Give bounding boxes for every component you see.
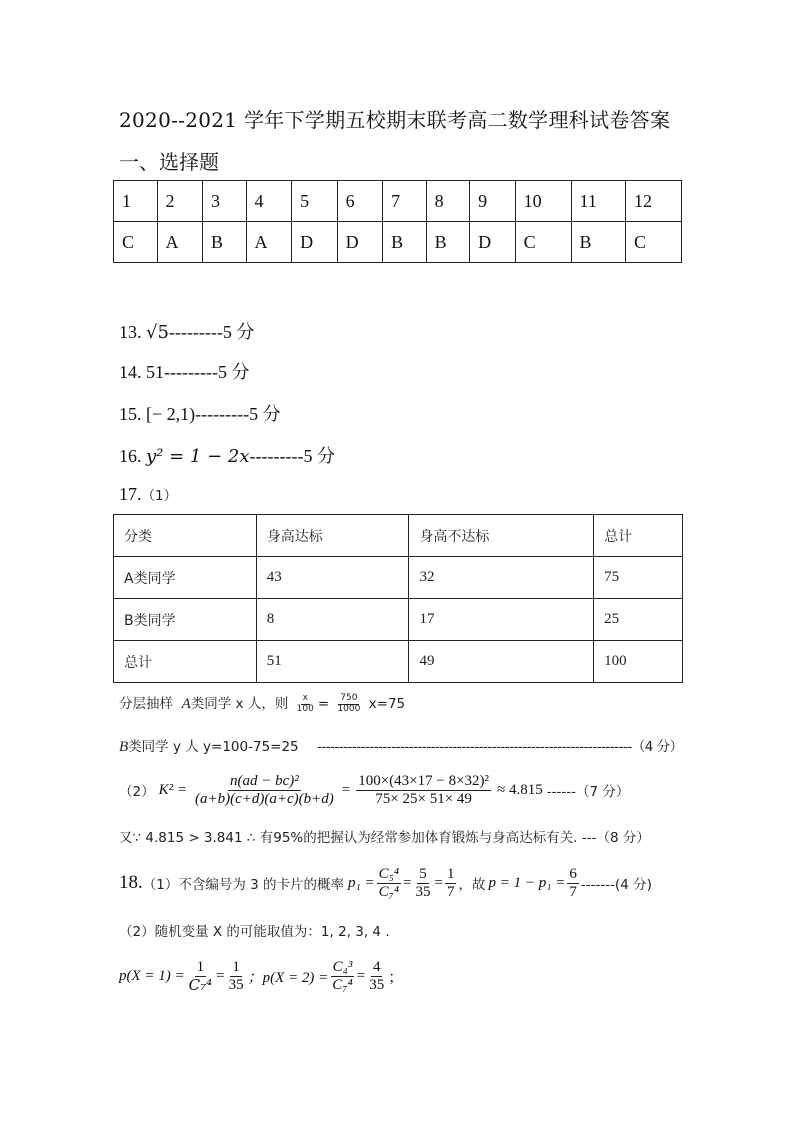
document-title: 2020--2021 学年下学期五校期末联考高二数学理科试卷答案	[119, 108, 671, 132]
score-marker: ------------------------------------------------------------------------（4 分）	[316, 739, 683, 755]
q15-answer: [− 2,1)	[146, 404, 196, 424]
table-cell: 32	[409, 557, 594, 599]
section-heading-choice: 一、选择题	[119, 150, 219, 174]
q16-answer: y² = 1 − 2x	[146, 446, 250, 467]
equals: =	[216, 967, 225, 984]
denominator: 35	[369, 976, 385, 993]
q15-score: ---------5 分	[195, 404, 281, 424]
fraction-1-7	[445, 866, 457, 900]
score-marker: ------（7 分）	[546, 784, 630, 800]
q18-part2-line: （2）随机变量 X 的可能取值为：1, 2, 3, 4 .	[119, 924, 390, 940]
q17-heading	[119, 484, 177, 505]
text-span: 类同学 x 人，则	[190, 696, 289, 712]
q17-chi-square-line	[119, 764, 629, 816]
table-cell: 51	[256, 641, 409, 683]
numerator: 4	[372, 959, 381, 975]
numerator: n(ad − bc)²	[229, 773, 299, 789]
q15-number: 15.	[119, 404, 142, 424]
table-header-row	[114, 515, 683, 557]
equals: =	[356, 967, 366, 984]
q17-part1-label: （1）	[141, 488, 178, 504]
row-label: A类同学	[114, 557, 257, 599]
k2-result: ≈ 4.815	[497, 781, 543, 798]
column-header: 总计	[594, 515, 683, 557]
question-number-cell: 2	[157, 181, 203, 222]
answer-cell: A	[157, 222, 203, 263]
contingency-table	[113, 514, 683, 683]
numerator: C₅⁴	[378, 866, 400, 882]
table-cell: 43	[256, 557, 409, 599]
math-var: B	[119, 739, 129, 755]
q18-part1-line	[119, 860, 652, 906]
q16-number: 16.	[119, 446, 142, 466]
question-number-cell: 8	[426, 181, 470, 222]
question-number-cell: 4	[246, 181, 292, 222]
text-span: （1）不含编号为 3 的卡片的概率	[142, 877, 345, 893]
denominator: 35	[415, 883, 431, 900]
denominator: 35	[228, 976, 244, 993]
k2-symbol: K² =	[158, 781, 187, 798]
denominator: 100	[296, 703, 314, 714]
answer-cell: C	[626, 222, 682, 263]
column-header: 身高不达标	[409, 515, 594, 557]
answer-cell: B	[426, 222, 470, 263]
question-number-cell: 9	[470, 181, 516, 222]
punctuation: ；	[388, 969, 404, 986]
table-cell: 17	[409, 599, 594, 641]
text-span: ，故	[458, 877, 486, 893]
numerator: x	[302, 692, 308, 703]
q17-sampling-line	[119, 692, 405, 714]
table-cell: 25	[594, 599, 683, 641]
fraction-x-100	[295, 694, 316, 715]
q18-probability-line	[119, 950, 403, 1002]
q13-score: ---------5 分	[168, 322, 255, 342]
k2-formula-fraction	[193, 773, 336, 807]
score-marker: -------(4 分)	[580, 877, 652, 893]
numerator: 750	[340, 692, 358, 703]
question-number-cell: 7	[383, 181, 427, 222]
question-number-cell: 11	[571, 181, 626, 222]
math-expr: ；p(X = 2) =	[247, 969, 329, 986]
equals: =	[341, 781, 351, 798]
answer-15	[119, 400, 281, 426]
denominator: 1000	[337, 703, 361, 714]
column-header: 身高达标	[256, 515, 409, 557]
fraction-1-c74	[187, 959, 215, 993]
answer-cell: B	[203, 222, 247, 263]
table-row	[114, 222, 682, 263]
table-row	[114, 599, 683, 641]
part-label: （2）	[119, 784, 155, 800]
table-row	[114, 641, 683, 683]
q17-b-line	[119, 735, 683, 756]
choice-answer-table	[113, 180, 682, 263]
fraction-4-35	[367, 959, 386, 993]
answer-cell: A	[246, 222, 292, 263]
q17-number: 17.	[119, 484, 142, 504]
answer-cell: D	[292, 222, 338, 263]
fraction-1-35	[227, 959, 246, 993]
numerator: 5	[419, 866, 427, 882]
q17-conclusion: 又∵ 4.815 > 3.841 ∴ 有95%的把握认为经常参加体育锻炼与身高达标有关. ---（8 分）	[119, 830, 650, 846]
q16-score: ---------5 分	[249, 446, 335, 466]
question-number-cell: 10	[515, 181, 571, 222]
denominator: 7	[569, 883, 577, 900]
math-var: A	[181, 696, 191, 712]
fraction-5-35	[414, 866, 433, 900]
denominator: 7	[446, 883, 455, 900]
fraction-6-7	[567, 866, 579, 900]
table-row	[114, 181, 682, 222]
table-cell: 75	[594, 557, 683, 599]
math-expr: p₁ =	[348, 874, 375, 891]
numerator: 1	[232, 959, 240, 975]
answer-14: 14. 51---------5 分	[119, 362, 250, 382]
math-expr: p = 1 − p₁ =	[488, 874, 566, 891]
table-row	[114, 557, 683, 599]
q13-answer: √5	[146, 322, 169, 343]
q18-number: 18.	[119, 872, 143, 893]
question-number-cell: 12	[626, 181, 682, 222]
denominator: (a+b)(c+d)(a+c)(b+d)	[194, 790, 334, 807]
denominator: 75× 25× 51× 49	[375, 790, 472, 807]
table-cell: 8	[256, 599, 409, 641]
text-span: 分层抽样	[119, 696, 173, 712]
table-cell: 49	[409, 641, 594, 683]
math-expr: p(X = 1) =	[119, 967, 185, 984]
fraction-750-1000	[335, 694, 362, 715]
answer-cell: B	[571, 222, 626, 263]
answer-cell: C	[515, 222, 571, 263]
k2-value-fraction	[356, 773, 491, 807]
question-number-cell: 3	[203, 181, 247, 222]
answer-cell: C	[114, 222, 158, 263]
equals: =	[403, 874, 412, 891]
numerator: 1	[196, 959, 205, 975]
row-label: B类同学	[114, 599, 257, 641]
numerator: 6	[569, 866, 577, 882]
answer-cell: D	[470, 222, 516, 263]
text-span: x=75	[368, 696, 406, 712]
answer-cell: B	[383, 222, 427, 263]
equals: =	[434, 874, 443, 891]
column-header: 分类	[114, 515, 257, 557]
table-cell: 100	[594, 641, 683, 683]
question-number-cell: 6	[337, 181, 383, 222]
denominator: C₇⁴	[188, 975, 213, 994]
numerator: C₄³	[332, 959, 353, 975]
equals: =	[317, 696, 330, 712]
denominator: C₇⁴	[378, 883, 400, 900]
q13-number: 13.	[119, 322, 142, 342]
answer-16	[119, 442, 335, 468]
text-span: 类同学 y 人 y=100-75=25	[128, 739, 299, 755]
fraction-c43-c74	[330, 959, 354, 993]
row-label: 总计	[114, 641, 257, 683]
denominator: C₇⁴	[332, 976, 353, 993]
question-number-cell: 5	[292, 181, 338, 222]
numerator: 100×(43×17 − 8×32)²	[358, 773, 490, 789]
question-number-cell: 1	[114, 181, 158, 222]
fraction-c	[377, 866, 401, 900]
answer-cell: D	[337, 222, 383, 263]
answer-13	[119, 318, 254, 344]
numerator: 1	[446, 866, 455, 882]
